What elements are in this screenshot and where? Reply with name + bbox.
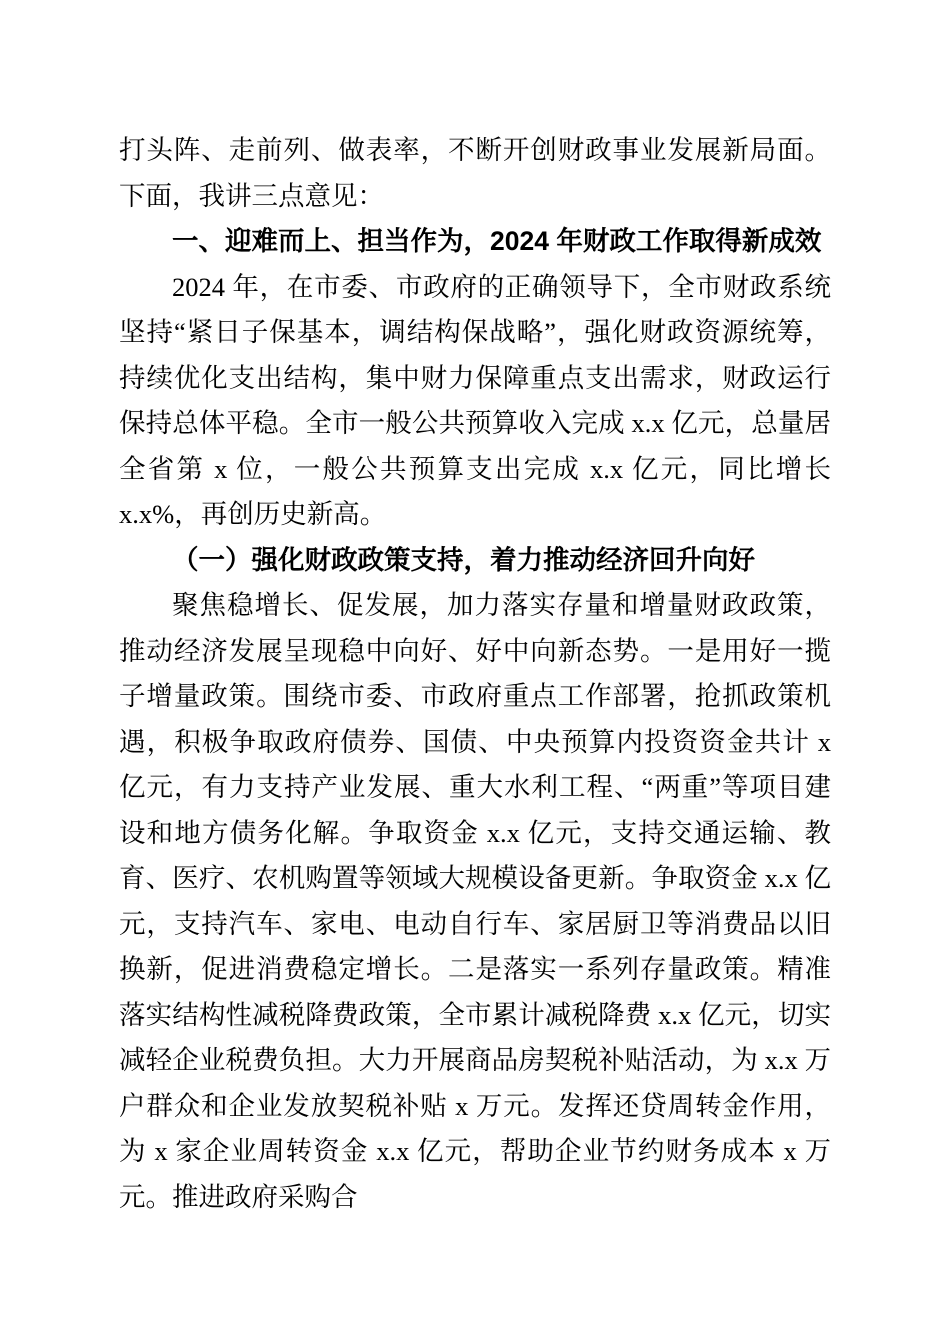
paragraph-subsection-1-1: 聚焦稳增长、促发展，加力落实存量和增量财政政策，推动经济发展呈现稳中向好、好中向新态势。一是用好一揽子增量政策。围绕市委、市政府重点工作部署，抢抓政策机遇，积极争取政府债券、国债、中央预算内投资资金共计 x 亿元，有力支持产业发展、重大水利工程、“两重”等项目建设和地方债务化解。争取资金 x.x 亿元，支持交通运输、教育、医疗、农机购置等领域大规模设备更新。争取资金 x.x 亿元，支持汽车、家电、电动自行车、家居厨卫等消费品以旧换新，促进消费稳定增长。二是落实一系列存量政策。精准落实结构性减税降费政策，全市累计减税降费 x.x 亿元，切实减轻企业税费负担。大力开展商品房契税补贴活动，为 x.x 万户群众和企业发放契税补贴 x 万元。发挥还贷周转金作用，为 x 家企业周转资金 x.x 亿元，帮助企业节约财务成本 x 万元。推进政府采购合 — [119, 590, 831, 1212]
document-content — [119, 128, 831, 1220]
paragraph-section-1-overview: 2024 年，在市委、市政府的正确领导下，全市财政系统坚持“紧日子保基本，调结构保战略”，强化财政资源统筹，持续优化支出结构，集中财力保障重点支出需求，财政运行保持总体平稳。全市一般公共预算收入完成 x.x 亿元，总量居全省第 x 位，一般公共预算支出完成 x.x 亿元，同比增长 x.x%，再创历史新高。 — [119, 271, 831, 529]
paragraph-continuation: 打头阵、走前列、做表率，不断开创财政事业发展新局面。下面，我讲三点意见： — [119, 135, 831, 211]
subsection-heading-1-1: （一）强化财政政策支持，着力推动经济回升向好 — [172, 544, 755, 575]
section-heading-1: 一、迎难而上、担当作为，2024 年财政工作取得新成效 — [172, 226, 822, 256]
